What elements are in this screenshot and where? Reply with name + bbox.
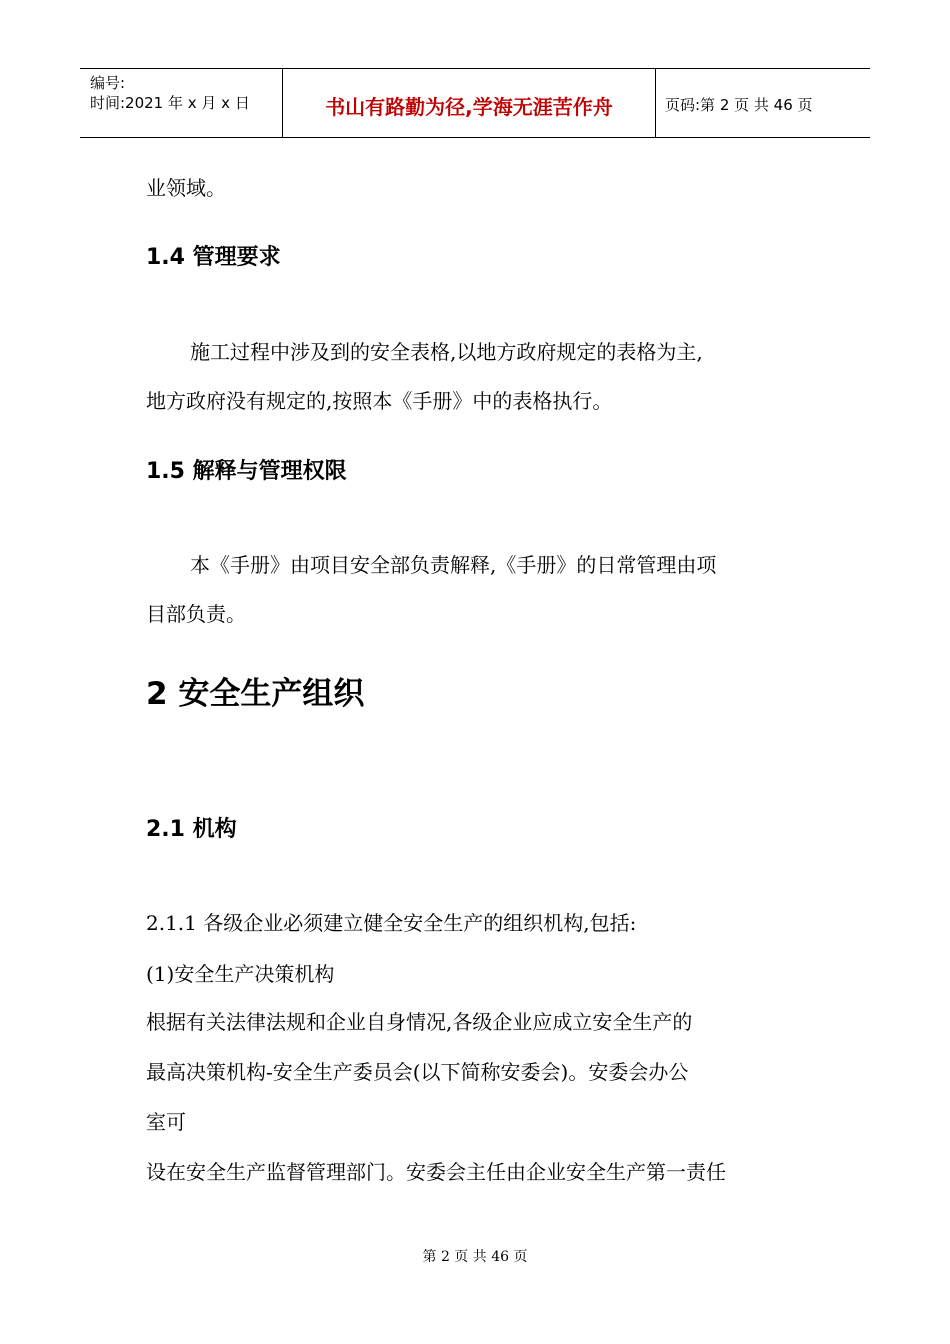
page-footer: 第 2 页 共 46 页 xyxy=(422,1249,528,1265)
paragraph-line: 施工过程中涉及到的安全表格,以地方政府规定的表格为主, xyxy=(190,340,703,364)
page-header xyxy=(80,68,870,138)
header-right-cell xyxy=(655,69,870,137)
section-heading-1-5: 1.5 解释与管理权限 xyxy=(146,459,347,484)
document-time-label: 时间:2021 年 x 月 x 日 xyxy=(90,94,250,112)
paragraph-line: 设在安全生产监督管理部门。安委会主任由企业安全生产第一责任 xyxy=(146,1160,726,1184)
header-page-number: 页码:第 2 页 共 46 页 xyxy=(665,96,813,114)
paragraph-line: 室可 xyxy=(146,1110,186,1134)
header-motto-cell xyxy=(282,69,656,137)
document-number-label: 编号: xyxy=(90,74,126,92)
paragraph-line: 本《手册》由项目安全部负责解释,《手册》的日常管理由项 xyxy=(190,553,717,577)
header-left-cell xyxy=(80,69,282,137)
paragraph-line: 地方政府没有规定的,按照本《手册》中的表格执行。 xyxy=(146,389,613,413)
paragraph-line: 目部负责。 xyxy=(146,602,246,626)
header-motto: 书山有路勤为径,学海无涯苦作舟 xyxy=(325,95,613,119)
paragraph-line: 2.1.1 各级企业必须建立健全安全生产的组织机构,包括: xyxy=(146,911,637,935)
section-heading-2-1: 2.1 机构 xyxy=(146,817,237,842)
chapter-heading-2: 2 安全生产组织 xyxy=(146,676,365,712)
section-heading-1-4: 1.4 管理要求 xyxy=(146,245,281,270)
paragraph-line: 根据有关法律法规和企业自身情况,各级企业应成立安全生产的 xyxy=(146,1010,693,1034)
paragraph-continuation: 业领域。 xyxy=(146,176,226,200)
paragraph-line: 最高决策机构-安全生产委员会(以下简称安委会)。安委会办公 xyxy=(146,1060,689,1084)
paragraph-line: (1)安全生产决策机构 xyxy=(146,962,335,986)
